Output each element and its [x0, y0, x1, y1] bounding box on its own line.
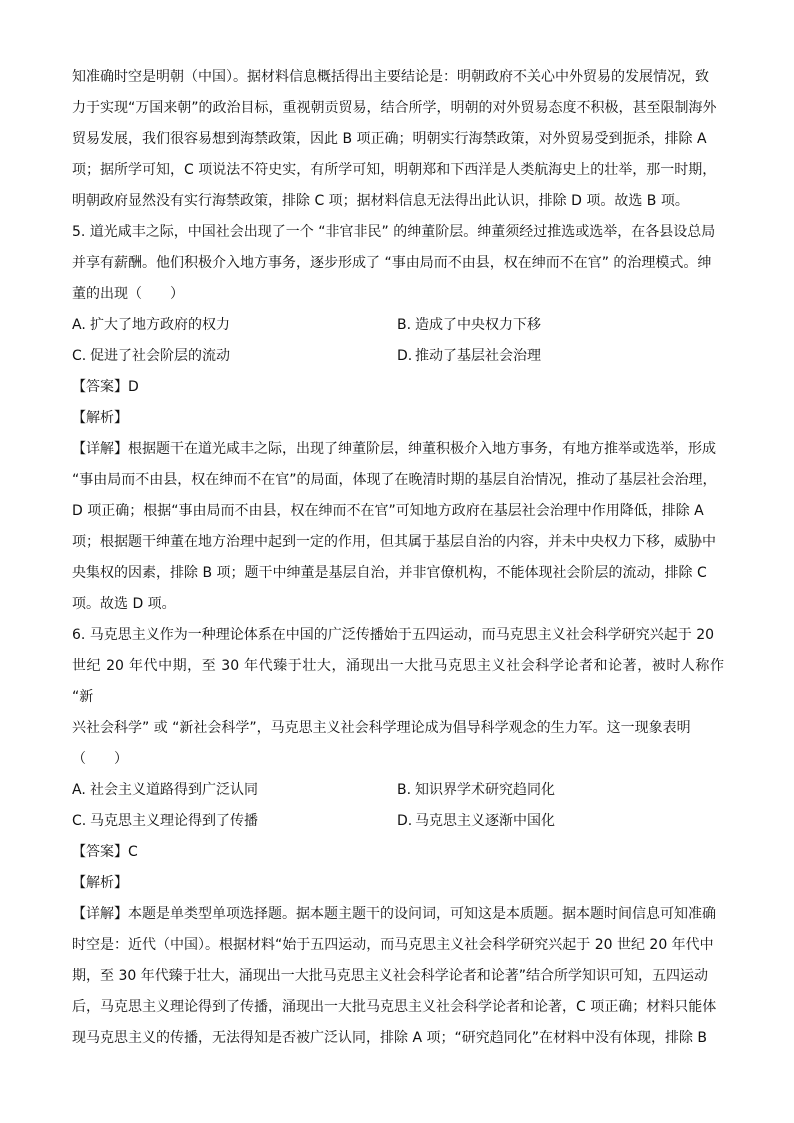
option-letter: B.	[397, 782, 412, 798]
option-b	[397, 310, 724, 341]
answer-line	[72, 372, 724, 403]
detail-line: 现马克思主义的传播，无法得知是否被广泛认同，排除 A 项；“研究趋同化”在材料中没有体现，排除 B	[72, 1030, 708, 1046]
option-text: 造成了中央权力下移	[415, 317, 541, 333]
detail-line: 期，至 30 年代臻于壮大，涌现出一大批马克思主义社会科学论者和论著”结合所学知识可知，五四运动	[72, 968, 708, 984]
option-text: 推动了基层社会治理	[415, 348, 541, 364]
detail-text: 根据题干在道光咸丰之际，出现了绅董阶层，绅董积极介入地方事务，有地方推举或选举，形成	[128, 441, 716, 457]
question-stem-line: （ ）	[72, 751, 128, 767]
option-c	[72, 806, 397, 837]
option-text: 马克思主义逐渐中国化	[415, 813, 555, 829]
answer-line	[72, 837, 724, 868]
analysis-tag: 【解析】	[72, 410, 128, 426]
option-letter: D.	[397, 348, 413, 364]
option-text: 促进了社会阶层的流动	[90, 348, 230, 364]
option-letter: A.	[72, 317, 86, 333]
option-letter: B.	[397, 317, 412, 333]
question-stem-line: 董的出现（ ）	[72, 286, 184, 302]
text-line: 项；据所学可知，C 项说法不符史实，有所学可知，明朝郑和下西洋是人类航海史上的壮举，那一时期，	[72, 162, 717, 178]
option-b	[397, 775, 724, 806]
detail-tag: 【详解】	[72, 906, 128, 922]
text-line: 明朝政府显然没有实行海禁政策，排除 C 项；据材料信息无法得出此认识，排除 D 项。故选 B 项。	[72, 193, 689, 209]
answer-value: D	[128, 379, 139, 395]
detail-tag: 【详解】	[72, 441, 128, 457]
options-row	[72, 310, 724, 341]
option-text: 扩大了地方政府的权力	[90, 317, 230, 333]
option-d	[397, 806, 724, 837]
detail-line: 后，马克思主义理论得到了传播，涌现出一大批马克思主义社会科学论者和论著，C 项正确；材料只能体	[72, 999, 717, 1015]
detail-line: 时空是：近代（中国）。根据材料“始于五四运动，而马克思主义社会科学研究兴起于 20 世纪 20 年代中	[72, 937, 714, 953]
document-page	[72, 62, 724, 1054]
option-c	[72, 341, 397, 372]
option-a	[72, 310, 397, 341]
options-row	[72, 775, 724, 806]
detail-line: “事由局而不由县，权在绅而不在官”的局面，体现了在晚清时期的基层自治情况，推动了基层社会治理，	[72, 472, 717, 488]
option-text: 知识界学术研究趋同化	[415, 782, 555, 798]
options-row	[72, 806, 724, 837]
option-letter: C.	[72, 813, 87, 829]
question-stem-line: 5. 道光咸丰之际，中国社会出现了一个 “非官非民” 的绅董阶层。绅董须经过推选或选举，在各县设总局	[72, 224, 716, 240]
option-letter: A.	[72, 782, 86, 798]
detail-line: 项。故选 D 项。	[72, 596, 176, 612]
previous-analysis-continuation	[72, 62, 724, 217]
question-stem-line: 6. 马克思主义作为一种理论体系在中国的广泛传播始于五四运动，而马克思主义社会科学研究兴起于 20	[72, 627, 715, 643]
question-stem-line: 世纪 20 年代中期，至 30 年代臻于壮大，涌现出一大批马克思主义社会科学论者和论著，被时人称作 “新	[72, 658, 724, 705]
detail-line	[72, 434, 724, 465]
question-5	[72, 217, 724, 620]
option-a	[72, 775, 397, 806]
text-line: 贸易发展，我们很容易想到海禁政策，因此 B 项正确；明朝实行海禁政策，对外贸易受到扼杀，排除 A	[72, 131, 707, 147]
option-text: 社会主义道路得到广泛认同	[90, 782, 258, 798]
text-line: 力于实现“万国来朝”的政治目标，重视朝贡贸易，结合所学，明朝的对外贸易态度不积极，甚至限制海外	[72, 100, 717, 116]
detail-line: 项；根据题干绅董在地方治理中起到一定的作用，但其属于基层自治的内容，并未中央权力下移，威胁中	[72, 534, 716, 550]
detail-line: 央集权的因素，排除 B 项；题干中绅董是基层自治，并非官僚机构，不能体现社会阶层的流动，排除 C	[72, 565, 707, 581]
text-line: 知准确时空是明朝（中国）。据材料信息概括得出主要结论是：明朝政府不关心中外贸易的发展情况，致	[72, 69, 709, 85]
option-text: 马克思主义理论得到了传播	[90, 813, 258, 829]
answer-value: C	[128, 844, 138, 860]
options-row	[72, 341, 724, 372]
question-6	[72, 620, 724, 1054]
analysis-tag: 【解析】	[72, 875, 128, 891]
detail-line: D 项正确；根据“事由局而不由县，权在绅而不在官”可知地方政府在基层社会治理中作用降低，排除 A	[72, 503, 704, 519]
option-letter: D.	[397, 813, 413, 829]
answer-tag: 【答案】	[72, 379, 128, 395]
detail-text: 本题是单类型单项选择题。据本题主题干的设问词，可知这是本质题。据本题时间信息可知准确	[128, 906, 716, 922]
detail-line	[72, 899, 724, 930]
option-d	[397, 341, 724, 372]
question-stem-line: 并享有薪酬。他们积极介入地方事务，逐步形成了 “事由局而不由县，权在绅而不在官” 的治理模式。绅	[72, 255, 712, 271]
question-stem-line: 兴社会科学” 或 “新社会科学”，马克思主义社会科学理论成为倡导科学观念的生力军。这一现象表明	[72, 720, 691, 736]
option-letter: C.	[72, 348, 87, 364]
answer-tag: 【答案】	[72, 844, 128, 860]
